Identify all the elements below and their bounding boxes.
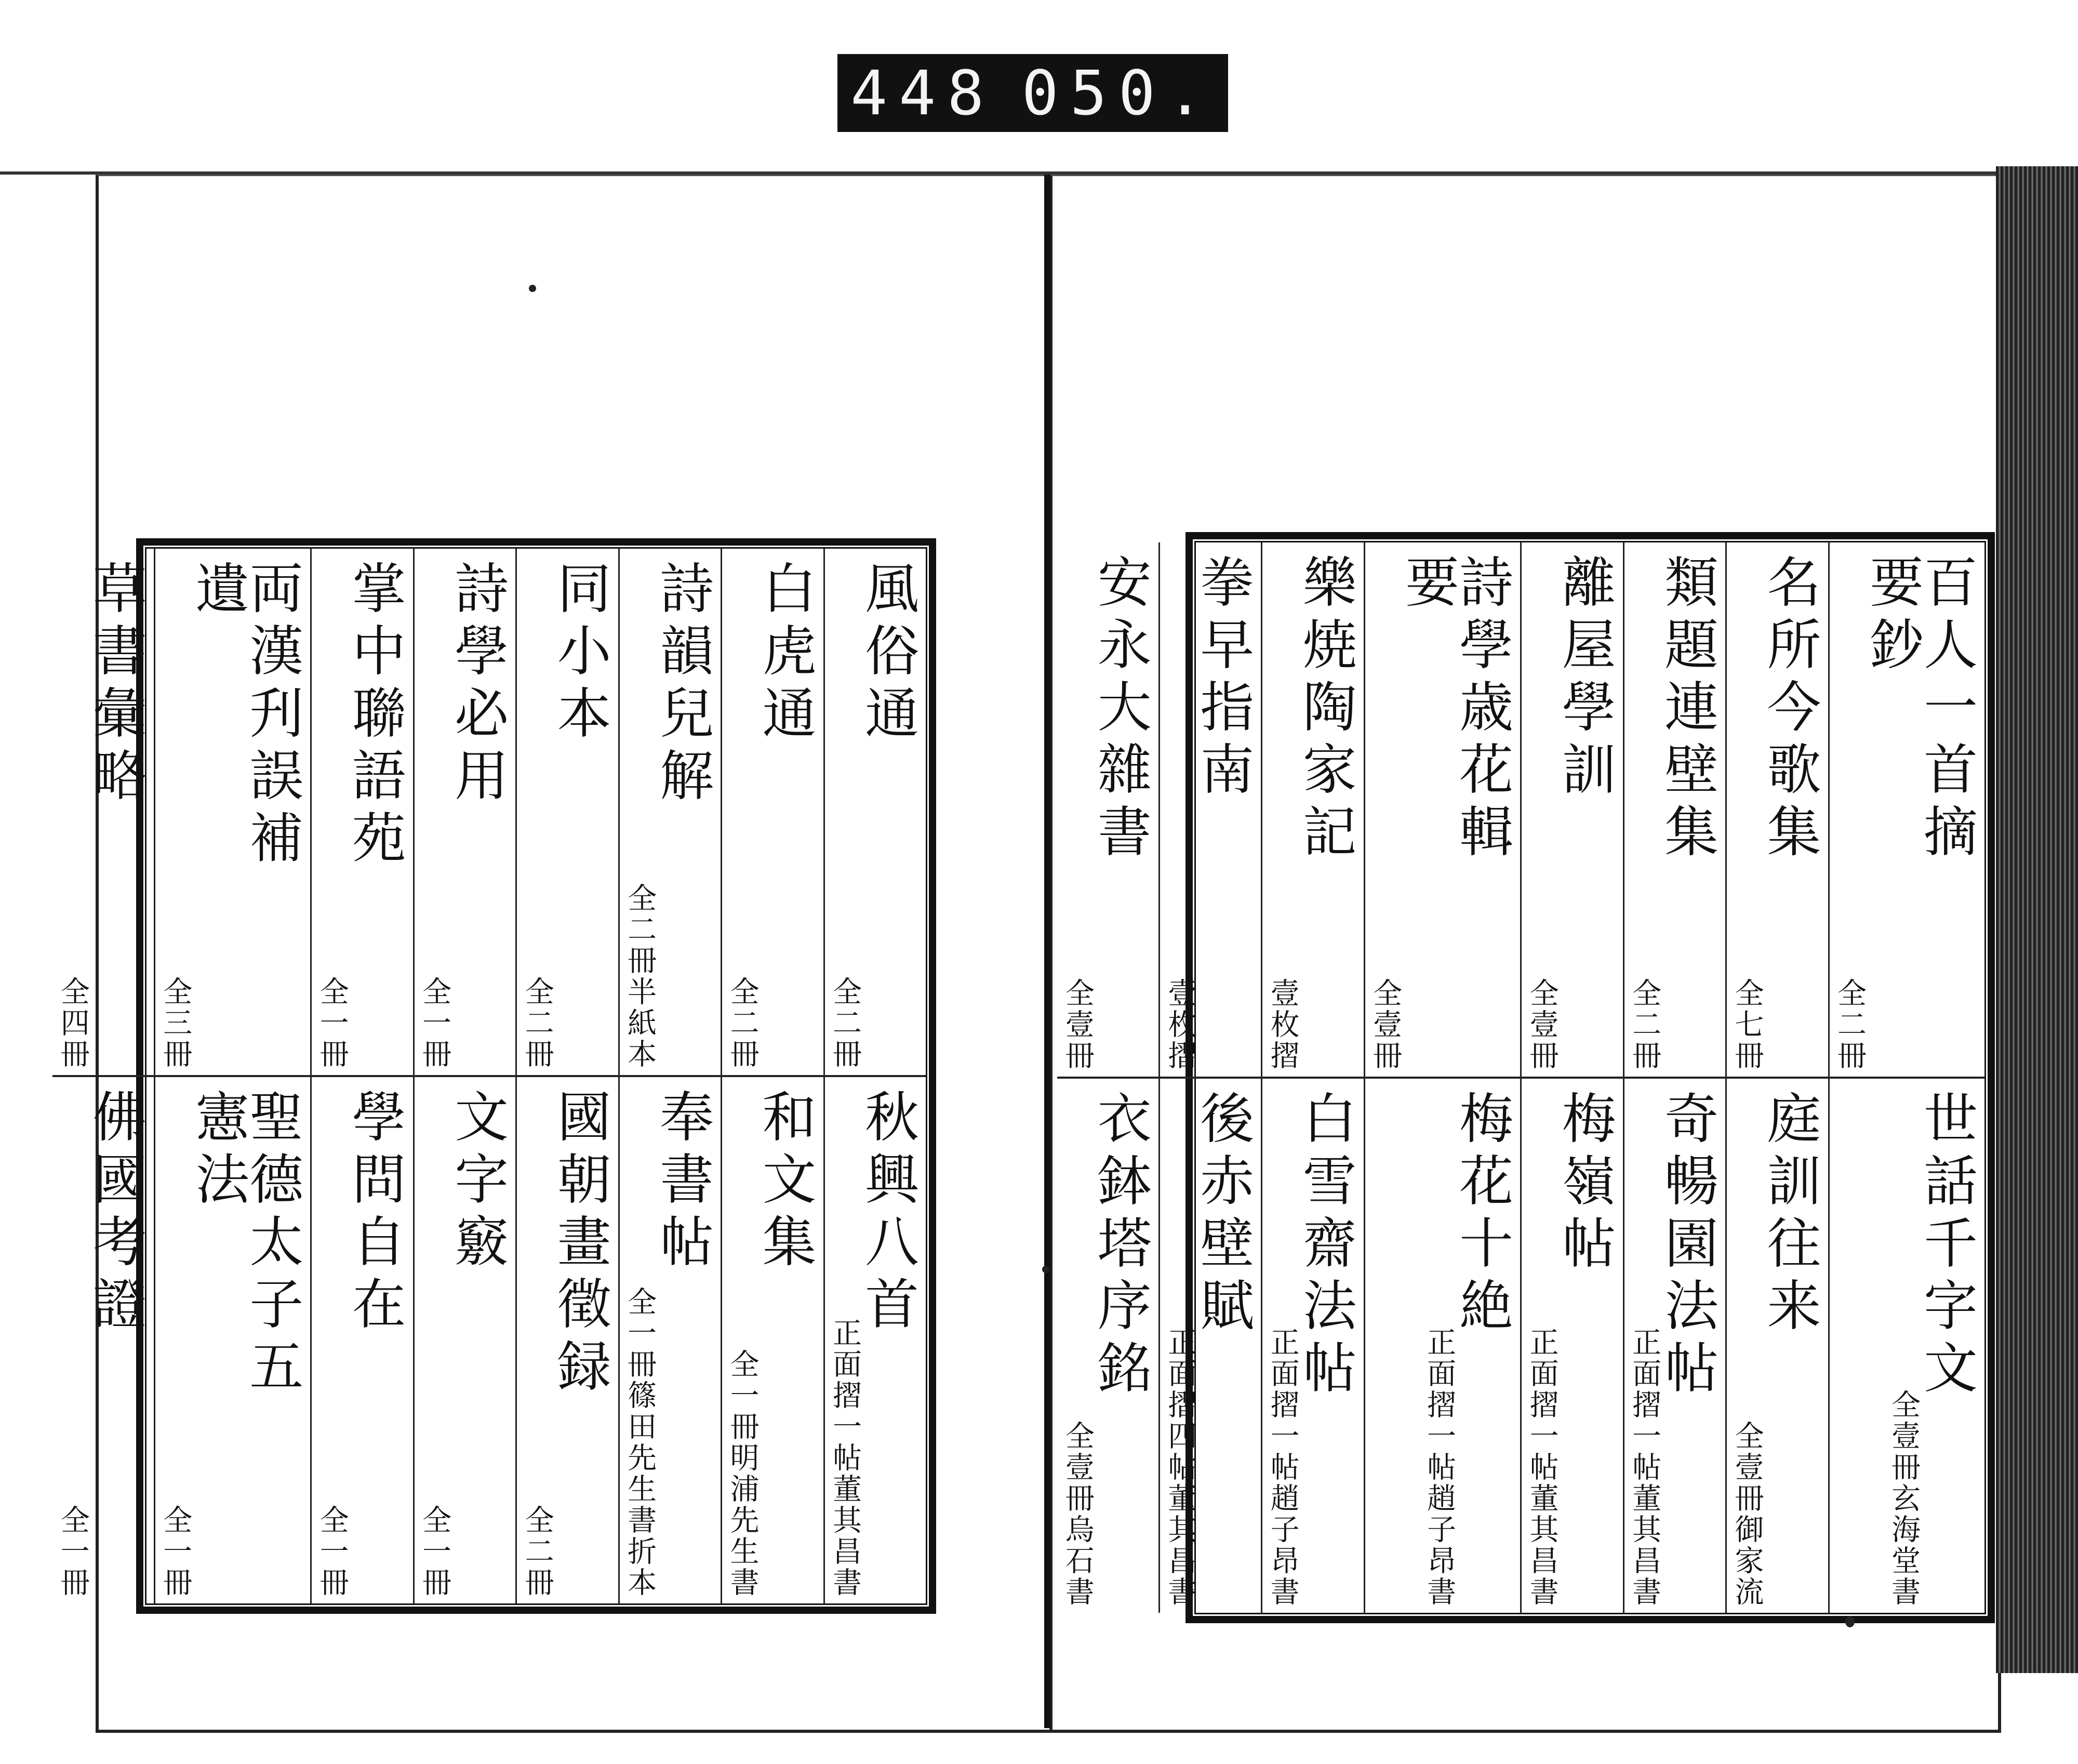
catalog-entry-top: [1160, 542, 1261, 1079]
catalog-entry-bottom: [620, 1077, 721, 1603]
catalog-column: [721, 549, 823, 1603]
volume-note: [57, 1505, 88, 1598]
book-title: 白雪齋法帖: [1293, 1090, 1357, 1402]
catalog-column: [1261, 542, 1363, 1613]
book-title: 両漢刋誤補遺: [186, 560, 304, 872]
volume-note: [725, 1349, 760, 1598]
volume-note: [1164, 1327, 1195, 1608]
note-line: 正面摺一帖: [1628, 1327, 1662, 1483]
frame-number: 050.: [1021, 57, 1215, 129]
volume-note: [1423, 1327, 1455, 1608]
catalog-entry-bottom: [1624, 1079, 1725, 1613]
note-line: 董其昌書: [1628, 1483, 1662, 1608]
volume-note: [1267, 978, 1298, 1071]
note-line: 玄海堂書: [1887, 1483, 1921, 1608]
book-title: 樂焼陶家記: [1293, 554, 1357, 866]
note-line: 全二冊: [725, 976, 760, 1070]
catalog-column: [1520, 542, 1622, 1613]
book-title: 百人一首摘要鈔: [1860, 554, 1978, 866]
note-line: 正面摺一帖: [1422, 1327, 1457, 1483]
catalog-column: [1725, 542, 1828, 1613]
book-gutter: [1044, 175, 1050, 1728]
book-title: 和文集: [753, 1089, 817, 1276]
book-title: 佛國考證: [83, 1089, 147, 1338]
catalog-entry-bottom: [1262, 1079, 1363, 1613]
note-line: 趙子昂書: [1266, 1483, 1300, 1608]
note-line: 壹枚摺: [1266, 978, 1300, 1071]
catalog-column: [823, 549, 926, 1603]
catalog-column: [310, 549, 412, 1603]
volume-note: [316, 1505, 347, 1598]
note-line: 全一冊: [315, 976, 349, 1070]
right-catalog-table: [1060, 532, 1995, 1623]
note-line: 明浦先生書: [725, 1442, 760, 1598]
note-line: 正面摺一帖: [828, 1318, 862, 1474]
catalog-column: [1057, 542, 1158, 1613]
note-line: 半紙本: [623, 976, 657, 1070]
book-title: 名所今歌集: [1757, 554, 1821, 866]
catalog-entry-bottom: [1057, 1079, 1158, 1613]
volume-note: [159, 976, 191, 1070]
volume-note: [521, 976, 552, 1070]
note-line: 全一冊: [623, 1286, 657, 1380]
note-line: 全二冊: [623, 883, 657, 976]
volume-note: [57, 976, 88, 1070]
reel-number: 448: [850, 57, 996, 129]
catalog-entry-bottom: [312, 1077, 412, 1603]
volume-note: [1888, 1389, 1919, 1608]
catalog-entry-bottom: [1522, 1079, 1622, 1613]
volume-note: [419, 976, 450, 1070]
left-catalog-table: [56, 538, 936, 1614]
note-line: 壹枚摺: [1163, 978, 1197, 1071]
book-title: 詩學必用: [445, 560, 509, 810]
note-line: 全壹冊: [1368, 978, 1403, 1071]
book-title: 梅嶺帖: [1552, 1090, 1616, 1277]
catalog-entry-bottom: [1727, 1079, 1828, 1613]
note-line: 全壹冊: [1525, 978, 1559, 1071]
note-line: 全二冊: [1628, 978, 1662, 1071]
book-title: 草書彙略: [83, 560, 147, 810]
volume-note: [316, 976, 347, 1070]
catalog-entry-top: [1727, 542, 1828, 1079]
note-line: 篠田先生書: [623, 1380, 657, 1536]
catalog-entry-top: [415, 549, 515, 1077]
catalog-entry-bottom: [1365, 1079, 1520, 1613]
note-line: 全二冊: [828, 976, 862, 1070]
catalog-entry-bottom: [1830, 1079, 1984, 1613]
note-line: 全二冊: [1833, 978, 1867, 1071]
catalog-column: [618, 549, 721, 1603]
volume-note: [419, 1505, 450, 1598]
catalog-entry-bottom: [517, 1077, 618, 1603]
book-title: 離屋學訓: [1552, 554, 1616, 803]
volume-note: [1526, 978, 1557, 1071]
note-line: 正面摺一帖: [1266, 1327, 1300, 1483]
note-line: 全一冊: [418, 976, 452, 1070]
volume-note: [829, 1318, 860, 1598]
catalog-column: [1158, 542, 1261, 1613]
catalog-entry-bottom: [1160, 1079, 1261, 1613]
volume-note: [1834, 978, 1865, 1071]
note-line: 全一冊: [315, 1505, 349, 1598]
book-title: 拳早指南: [1191, 554, 1255, 803]
catalog-column: [52, 549, 153, 1603]
catalog-entry-top: [1522, 542, 1622, 1079]
catalog-entry-top: [1057, 542, 1158, 1079]
volume-note: [829, 976, 860, 1070]
catalog-entry-top: [722, 549, 823, 1077]
page-stack-edge: [1996, 166, 2078, 1673]
book-title: 風俗通: [856, 560, 919, 747]
book-title: 白虎通: [753, 560, 817, 747]
speck: [1845, 1616, 1855, 1627]
book-title: 詩學歳花輯要: [1396, 554, 1514, 866]
volume-note: [1061, 1421, 1093, 1608]
book-title: 聖德太子五憲法: [186, 1089, 304, 1400]
note-line: 全二冊: [520, 1505, 554, 1598]
catalog-entry-top: [312, 549, 412, 1077]
note-line: 全二冊: [520, 976, 554, 1070]
volume-note: [624, 1286, 655, 1598]
book-title: 學問自在: [342, 1089, 406, 1338]
book-title: 安永大雜書: [1088, 554, 1152, 866]
volume-note: [1731, 978, 1762, 1071]
volume-note: [1369, 978, 1401, 1071]
volume-note: [725, 976, 760, 1070]
book-title: 類題連壁集: [1655, 554, 1719, 866]
note-line: 正面摺一帖: [1525, 1327, 1559, 1483]
note-line: 董其昌書: [1163, 1483, 1197, 1608]
book-title: 秋興八首: [856, 1089, 919, 1338]
volume-note: [1731, 1421, 1762, 1608]
note-line: 全一冊: [418, 1505, 452, 1598]
catalog-entry-top: [1830, 542, 1984, 1079]
catalog-column: [1623, 542, 1725, 1613]
volume-note: [1164, 978, 1195, 1071]
volume-note: [521, 1505, 552, 1598]
book-title: 同小本: [548, 560, 611, 747]
catalog-entry-bottom: [825, 1077, 926, 1603]
book-title: 國朝畫徵録: [548, 1089, 611, 1400]
catalog-entry-top: [825, 549, 926, 1077]
catalog-entry-bottom: [722, 1077, 823, 1603]
catalog-entry-top: [155, 549, 310, 1077]
note-line: 全壹冊: [1887, 1389, 1921, 1483]
catalog-entry-top: [1624, 542, 1725, 1079]
note-line: 全一冊: [56, 1505, 90, 1598]
book-title: 世話千字文: [1914, 1090, 1978, 1402]
volume-note: [1061, 978, 1093, 1071]
catalog-entry-bottom: [155, 1077, 310, 1603]
note-line: 御家流: [1730, 1514, 1764, 1608]
catalog-column: [1828, 542, 1984, 1613]
volume-note: [1629, 978, 1660, 1071]
catalog-entry-top: [517, 549, 618, 1077]
book-title: 文字竅: [445, 1089, 509, 1276]
note-line: 烏石書: [1060, 1514, 1095, 1608]
volume-note: [624, 883, 655, 1070]
note-line: 全壹冊: [1730, 1421, 1764, 1514]
note-line: 董其昌書: [828, 1474, 862, 1598]
catalog-column: [413, 549, 515, 1603]
book-title: 奉書帖: [650, 1089, 714, 1276]
book-title: 掌中聯語苑: [342, 560, 406, 872]
catalog-column: [1364, 542, 1520, 1613]
note-line: 全壹冊: [1060, 1421, 1095, 1514]
note-line: 董其昌書: [1525, 1483, 1559, 1608]
note-line: 全一冊: [725, 1349, 760, 1442]
catalog-column: [515, 549, 618, 1603]
note-line: 全七冊: [1730, 978, 1764, 1071]
note-line: 正面摺四帖: [1163, 1327, 1197, 1483]
book-title: 奇暢園法帖: [1655, 1090, 1719, 1402]
catalog-entry-bottom: [415, 1077, 515, 1603]
speck: [1042, 1266, 1049, 1273]
book-title: 梅花十絶: [1450, 1090, 1514, 1339]
note-line: 全三冊: [158, 976, 193, 1070]
book-title: 詩韻兒解: [650, 560, 714, 810]
note-line: 全壹冊: [1060, 978, 1095, 1071]
volume-note: [1526, 1327, 1557, 1608]
volume-note: [159, 1505, 191, 1598]
note-line: 全一冊: [158, 1505, 193, 1598]
catalog-entry-top: [1262, 542, 1363, 1079]
note-line: 全四冊: [56, 976, 90, 1070]
note-line: 趙子昂書: [1422, 1483, 1457, 1608]
book-title: 庭訓往来: [1757, 1090, 1821, 1339]
book-title: 衣鉢塔序銘: [1088, 1090, 1152, 1402]
catalog-entry-top: [52, 549, 153, 1077]
catalog-entry-top: [620, 549, 721, 1077]
catalog-entry-bottom: [52, 1077, 153, 1603]
catalog-entry-top: [1365, 542, 1520, 1079]
catalog-column: [154, 549, 310, 1603]
book-title: 後赤壁賦: [1191, 1090, 1255, 1339]
note-line: 折本: [623, 1536, 657, 1598]
speck: [529, 285, 536, 292]
microfilm-frame-label: [837, 54, 1228, 132]
